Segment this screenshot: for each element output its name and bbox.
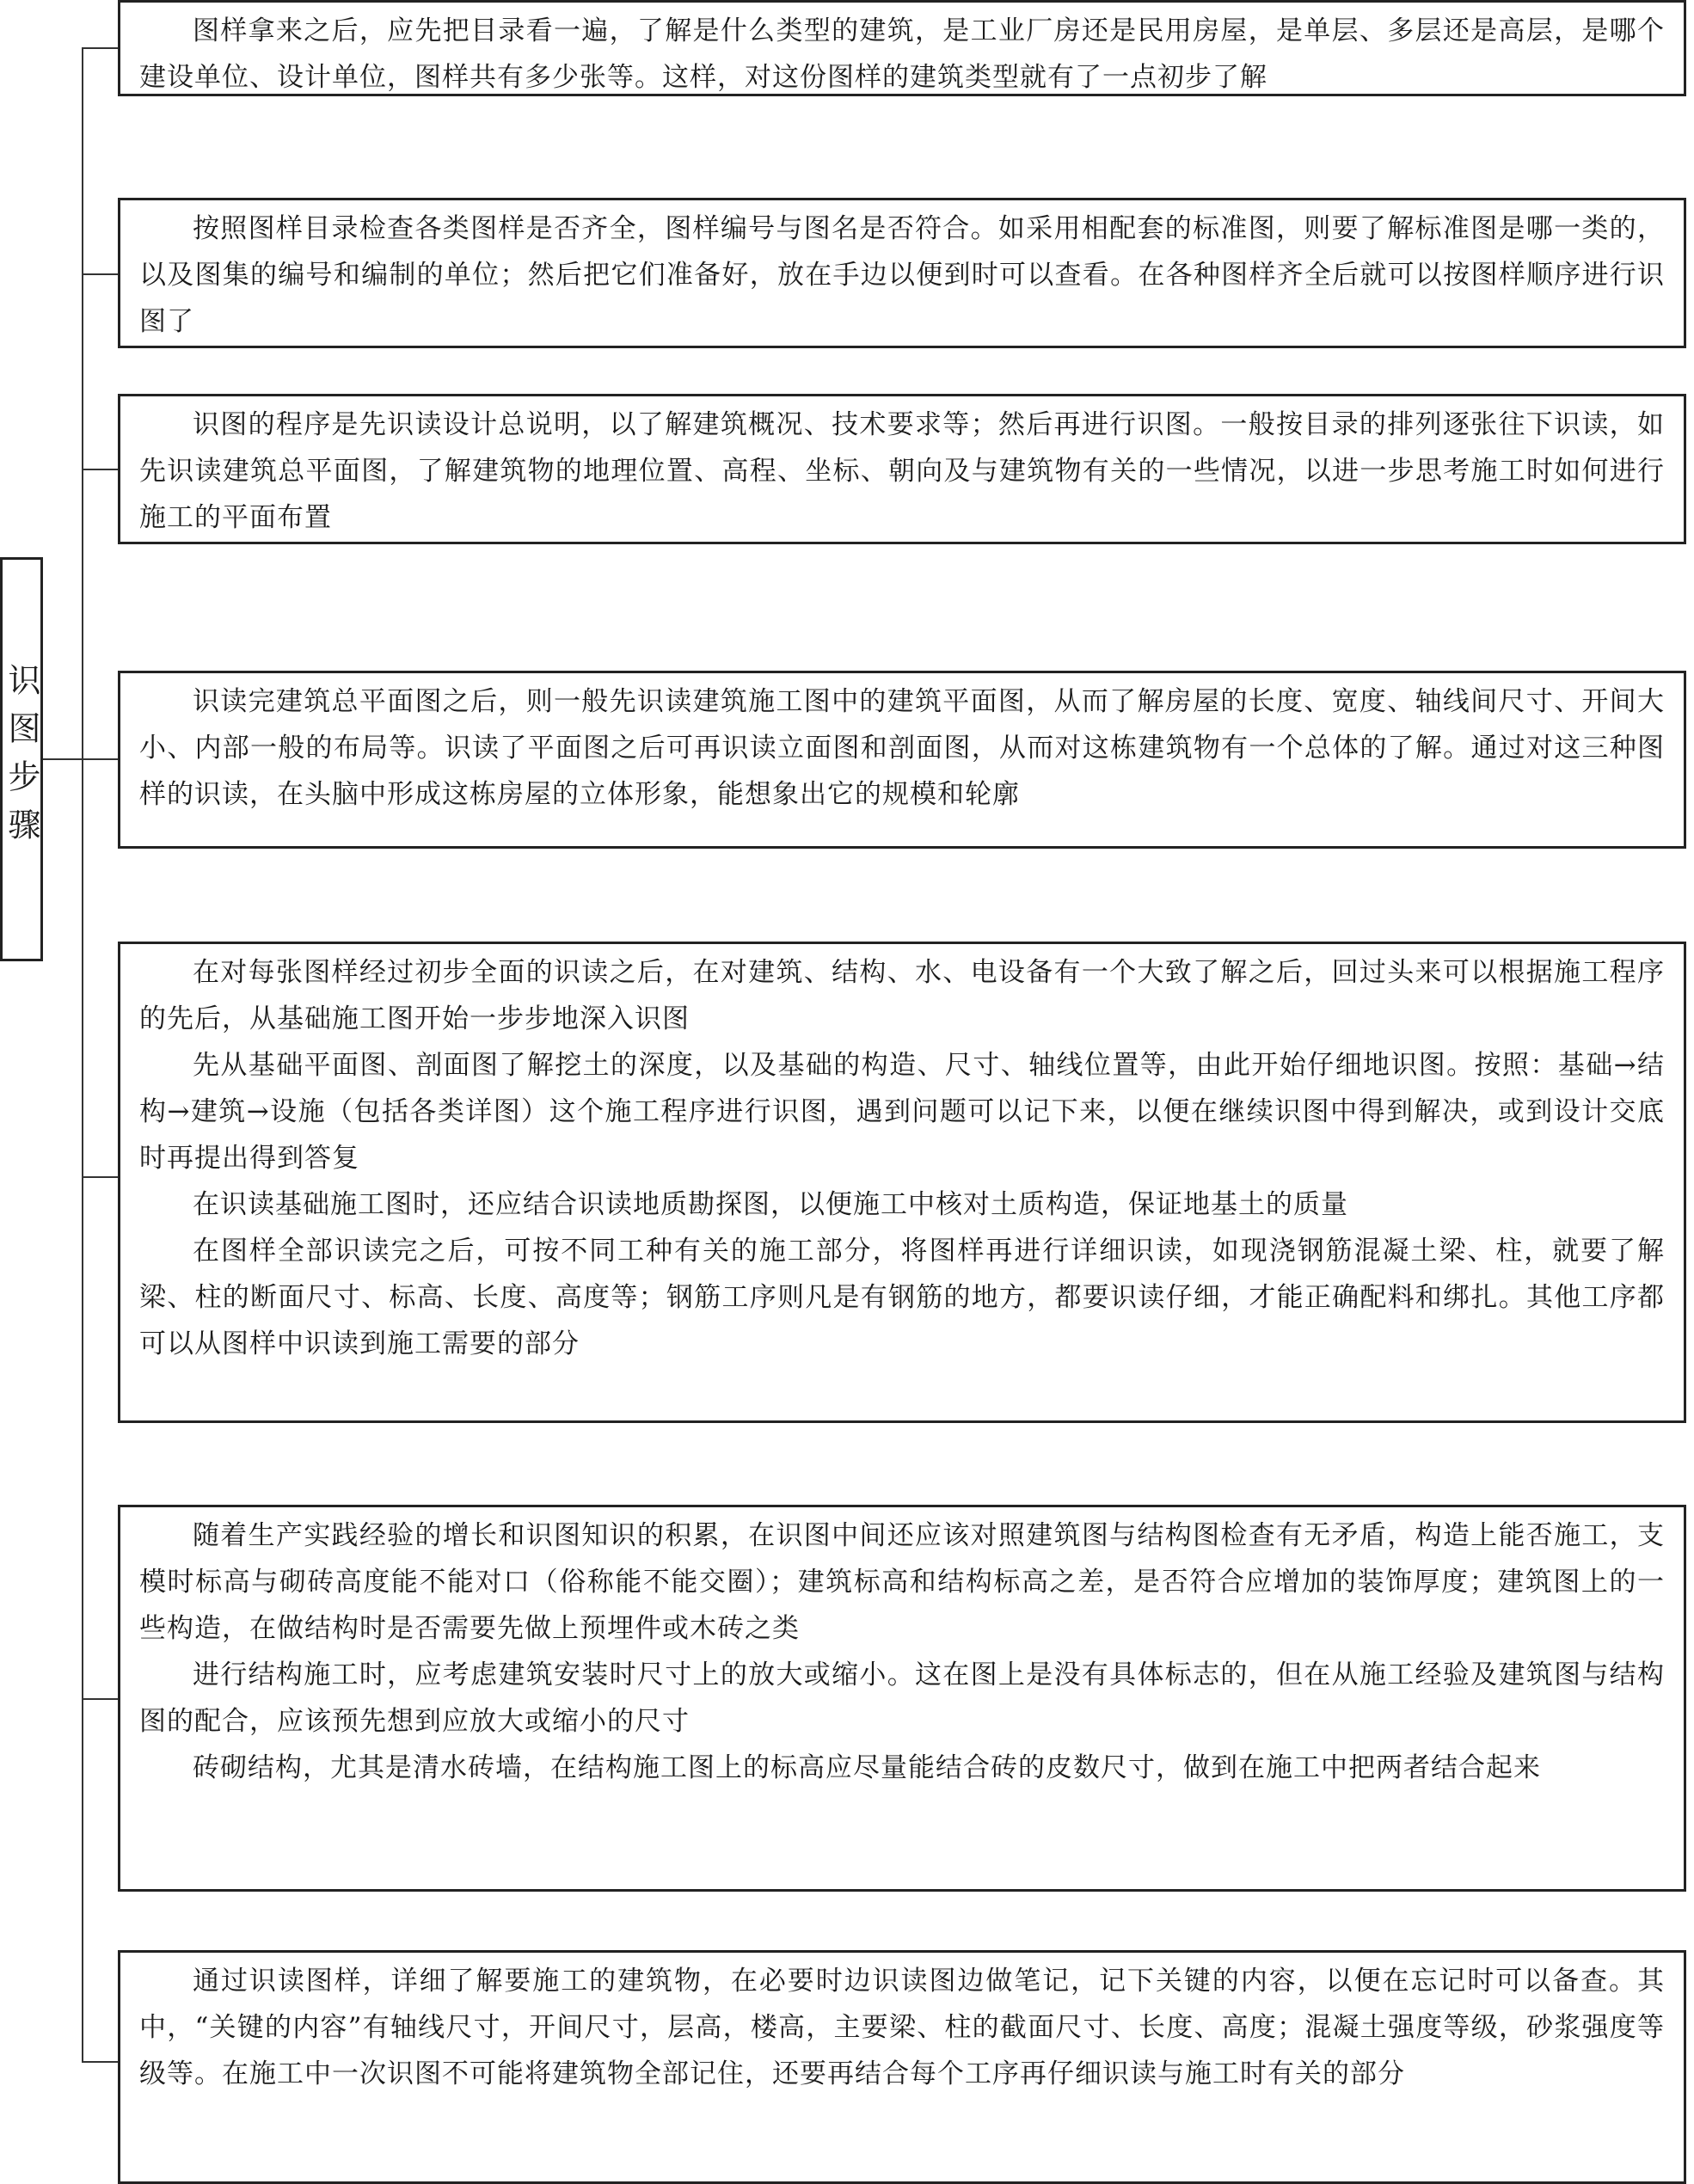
- step-text: 通过识读图样，详细了解要施工的建筑物，在必要时边识读图边做笔记，记下关键的内容，以便在忘记时可以备查。其中，“关键的内容”有轴线尺寸，开间尺寸，层高，楼高，主要梁、柱的截面尺寸、长度、高度；混凝土强度等级，砂浆强度等级等。在施工中一次识图不可能将建筑物全部记住，还要再结合每个工序再仔细识读与施工时有关的部分: [139, 1966, 1665, 2089]
- step-text: 砖砌结构，尤其是清水砖墙，在结构施工图上的标高应尽量能结合砖的皮数尺寸，做到在施工中把两者结合起来: [193, 1752, 1541, 1783]
- root-node: [0, 557, 43, 961]
- root-connector: [43, 758, 82, 760]
- step-text: 随着生产实践经验的增长和识图知识的积累，在识图中间还应该对照建筑图与结构图检查有无矛盾，构造上能否施工，支模时标高与砌砖高度能不能对口（俗称能不能交圈）；建筑标高和结构标高之差，是否符合应增加的装饰厚度；建筑图上的一些构造，在做结构时是否需要先做上预埋件或木砖之类: [139, 1520, 1665, 1644]
- step-box-5: [118, 942, 1686, 1423]
- step-text: 在识读基础施工图时，还应结合识读地质勘探图，以便施工中核对土质构造，保证地基土的质量: [193, 1189, 1348, 1220]
- step-box-1: [118, 0, 1686, 96]
- branch-connector-5: [82, 1176, 118, 1178]
- branch-connector-2: [82, 273, 118, 275]
- branch-connector-7: [82, 2061, 118, 2063]
- root-label: 识图步骤: [3, 663, 40, 856]
- step-box-2: [118, 198, 1686, 348]
- step-box-6: [118, 1505, 1686, 1892]
- step-text: 图样拿来之后，应先把目录看一遍，了解是什么类型的建筑，是工业厂房还是民用房屋，是单层、多层还是高层，是哪个建设单位、设计单位，图样共有多少张等。这样，对这份图样的建筑类型就有了一点初步了解: [139, 15, 1665, 93]
- step-box-7: [118, 1950, 1686, 2184]
- step-text: 在对每张图样经过初步全面的识读之后，在对建筑、结构、水、电设备有一个大致了解之后，回过头来可以根据施工程序的先后，从基础施工图开始一步步地深入识图: [139, 957, 1665, 1034]
- step-text: 按照图样目录检查各类图样是否齐全，图样编号与图名是否符合。如采用相配套的标准图，则要了解标准图是哪一类的，以及图集的编号和编制的单位；然后把它们准备好，放在手边以便到时可以查看。在各种图样齐全后就可以按图样顺序进行识图了: [139, 213, 1665, 337]
- branch-connector-3: [82, 469, 118, 470]
- step-text: 先从基础平面图、剖面图了解挖土的深度，以及基础的构造、尺寸、轴线位置等，由此开始仔细地识图。按照：基础→结构→建筑→设施（包括各类详图）这个施工程序进行识图，遇到问题可以记下来，以便在继续识图中得到解决，或到设计交底时再提出得到答复: [139, 1050, 1665, 1174]
- branch-connector-1: [82, 47, 118, 49]
- step-text: 识图的程序是先识读设计总说明，以了解建筑概况、技术要求等；然后再进行识图。一般按目录的排列逐张往下识读，如先识读建筑总平面图，了解建筑物的地理位置、高程、坐标、朝向及与建筑物有关的一些情况，以进一步思考施工时如何进行施工的平面布置: [139, 409, 1665, 533]
- step-box-4: [118, 671, 1686, 849]
- step-text: 识读完建筑总平面图之后，则一般先识读建筑施工图中的建筑平面图，从而了解房屋的长度、宽度、轴线间尺寸、开间大小、内部一般的布局等。识读了平面图之后可再识读立面图和剖面图，从而对这栋建筑物有一个总体的了解。通过对这三种图样的识读，在头脑中形成这栋房屋的立体形象，能想象出它的规模和轮廓: [139, 686, 1665, 810]
- branch-connector-6: [82, 1698, 118, 1700]
- step-text: 在图样全部识读完之后，可按不同工种有关的施工部分，将图样再进行详细识读，如现浇钢筋混凝土梁、柱，就要了解梁、柱的断面尺寸、标高、长度、高度等；钢筋工序则凡是有钢筋的地方，都要识读仔细，才能正确配料和绑扎。其他工序都可以从图样中识读到施工需要的部分: [139, 1236, 1665, 1359]
- branch-connector-4: [82, 758, 118, 760]
- step-text: 进行结构施工时，应考虑建筑安装时尺寸上的放大或缩小。这在图上是没有具体标志的，但在从施工经验及建筑图与结构图的配合，应该预先想到应放大或缩小的尺寸: [139, 1659, 1665, 1737]
- step-box-3: [118, 394, 1686, 544]
- bracket-trunk: [82, 47, 83, 2061]
